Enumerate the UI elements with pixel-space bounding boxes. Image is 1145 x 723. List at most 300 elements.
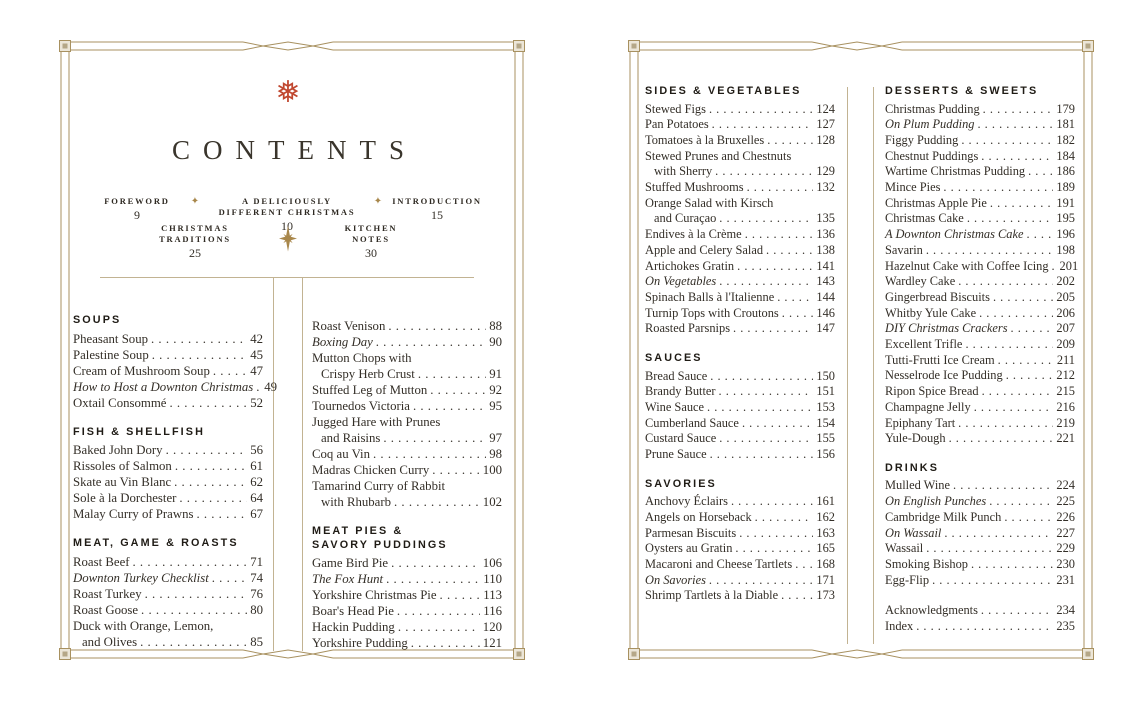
toc-entry-title: Custard Sauce — [645, 431, 717, 446]
toc-page-number: 198 — [1056, 242, 1075, 257]
front-matter-label: A DELICIOUSLY — [242, 196, 332, 206]
toc-page-number: 92 — [489, 383, 502, 397]
toc-entry-title: Stewed Figs — [645, 101, 706, 116]
toc-entry — [312, 382, 502, 398]
dot-leader — [1024, 227, 1054, 243]
toc-page-number: 209 — [1056, 337, 1075, 352]
toc-entry — [73, 347, 263, 363]
toc-page-number: 162 — [816, 509, 835, 524]
toc-entry-title: Excellent Trifle — [885, 337, 963, 352]
dot-leader — [388, 555, 480, 571]
toc-entry-title: Pan Potatoes — [645, 117, 709, 132]
toc-page-number: 132 — [816, 180, 835, 195]
dot-leader — [728, 494, 813, 510]
dot-leader — [990, 290, 1053, 306]
toc-page-number: 189 — [1056, 180, 1075, 195]
dot-leader — [716, 384, 814, 400]
toc-entry-title: Bread Sauce — [645, 368, 708, 383]
toc-entry — [73, 474, 263, 490]
toc-entry — [885, 274, 1075, 290]
toc-page-number: 155 — [816, 431, 835, 446]
toc-entry — [312, 334, 502, 350]
toc-entry-title: Mulled Wine — [885, 478, 951, 493]
four-point-star-icon: ✦ — [190, 196, 200, 207]
toc-entry — [645, 196, 835, 212]
toc-section — [73, 314, 278, 411]
dot-leader — [415, 366, 486, 382]
toc-page-number: 205 — [1056, 289, 1075, 304]
toc-entry — [885, 227, 1075, 243]
dot-leader — [706, 102, 813, 118]
toc-entry-title: Artichokes Gratin — [645, 258, 735, 273]
toc-page-number: 168 — [816, 557, 835, 572]
front-matter-page-number: 9 — [134, 208, 140, 222]
dot-leader — [980, 102, 1054, 118]
toc-entry — [73, 554, 263, 570]
toc-entry — [885, 384, 1075, 400]
dot-leader — [744, 180, 814, 196]
dot-leader — [1049, 259, 1057, 275]
toc-entry — [645, 447, 835, 463]
toc-entry — [645, 164, 835, 180]
dot-leader — [792, 557, 813, 573]
toc-entry-title: Macaroni and Cheese Tartlets — [645, 557, 793, 572]
toc-entry-title: Wartime Christmas Pudding — [885, 164, 1026, 179]
dot-leader — [958, 133, 1053, 149]
toc-entry-title: Roast Beef — [73, 554, 130, 569]
section-heading: DRINKS — [885, 461, 939, 474]
toc-section — [645, 478, 835, 604]
toc-page-number: 49 — [264, 379, 278, 394]
toc-entry — [312, 571, 502, 587]
dot-leader — [373, 334, 486, 350]
dot-leader — [730, 321, 813, 337]
column-divider-line — [302, 277, 303, 651]
toc-entry-title: Madras Chicken Curry — [312, 463, 430, 477]
toc-entry — [312, 414, 502, 430]
dot-leader — [716, 431, 813, 447]
toc-page-number: 235 — [1056, 619, 1075, 634]
dot-leader — [716, 274, 813, 290]
toc-page-number: 116 — [483, 604, 502, 618]
toc-entry — [73, 586, 263, 602]
toc-entry — [885, 337, 1075, 353]
toc-entry-title: Christmas Cake — [885, 211, 964, 226]
toc-entry — [312, 555, 502, 571]
toc-page-number: 85 — [250, 634, 263, 649]
toc-entry-title: Orange Salad with Kirsch — [645, 195, 774, 210]
toc-page-number: 163 — [816, 525, 835, 540]
section-heading: SOUPS — [73, 314, 122, 326]
front-matter-item — [159, 223, 231, 260]
dot-leader — [923, 541, 1053, 557]
toc-entry — [885, 431, 1075, 447]
dot-leader — [979, 384, 1054, 400]
dot-leader — [395, 619, 480, 635]
toc-entry — [73, 570, 263, 586]
dot-leader — [955, 416, 1053, 432]
toc-page-number: 227 — [1056, 525, 1075, 540]
toc-page-number: 106 — [482, 556, 502, 570]
toc-entry-title: A Downton Christmas Cake — [885, 227, 1024, 242]
toc-entry — [73, 458, 263, 474]
dot-leader — [763, 243, 813, 259]
dot-leader — [955, 274, 1053, 290]
toc-entry-title: Acknowledgments — [885, 603, 978, 618]
toc-entry — [885, 149, 1075, 165]
dot-leader — [986, 494, 1053, 510]
toc-entry-title: Boxing Day — [312, 335, 373, 349]
toc-column — [645, 85, 835, 604]
front-matter-page-number: 10 — [281, 219, 293, 233]
toc-entry — [645, 431, 835, 447]
front-matter-page-number: 30 — [365, 246, 377, 260]
toc-entry — [645, 290, 835, 306]
toc-page-number: 129 — [816, 164, 835, 179]
dot-leader — [383, 571, 480, 587]
toc-entry — [885, 306, 1075, 322]
toc-entry — [312, 446, 502, 462]
toc-entry-title: Coq au Vin — [312, 447, 371, 461]
toc-entry-title: with Sherry — [654, 164, 713, 179]
dot-leader — [385, 318, 486, 334]
column-divider-line — [847, 87, 848, 644]
toc-page-number: 62 — [250, 475, 263, 489]
toc-entry — [645, 588, 835, 604]
toc-entry-title: Palestine Soup — [73, 347, 149, 362]
toc-page-number: 219 — [1056, 415, 1075, 430]
dot-leader — [913, 619, 1053, 635]
toc-entry — [885, 557, 1075, 573]
toc-page-number: 141 — [816, 258, 835, 273]
toc-entry-title: Skate au Vin Blanc — [73, 475, 172, 489]
toc-entry — [645, 243, 835, 259]
toc-page-number: 88 — [489, 319, 502, 333]
toc-page-number: 128 — [816, 132, 835, 147]
toc-page-number: 196 — [1056, 227, 1075, 242]
dot-leader — [968, 557, 1053, 573]
dot-leader — [976, 306, 1053, 322]
dot-leader — [742, 227, 814, 243]
toc-entry-title: Stewed Prunes and Chestnuts — [645, 148, 792, 163]
dot-leader — [707, 369, 813, 385]
toc-entry-title: Sole à la Dorchester — [73, 491, 177, 505]
toc-entry — [885, 258, 1079, 275]
toc-entry-title: Tomatoes à la Bruxelles — [645, 132, 765, 147]
toc-page-number: 52 — [250, 395, 263, 410]
dot-leader — [995, 353, 1054, 369]
dot-leader — [130, 554, 248, 570]
toc-entry-title: Savarin — [885, 242, 923, 257]
toc-entry — [312, 366, 502, 382]
toc-entry — [885, 211, 1075, 227]
toc-entry — [645, 274, 835, 290]
toc-page-number: 156 — [816, 447, 835, 462]
dot-leader — [380, 430, 486, 446]
dot-leader — [704, 400, 813, 416]
front-matter-label: CHRISTMAS — [161, 223, 229, 233]
front-matter-item — [345, 223, 398, 260]
toc-page-number: 71 — [250, 554, 263, 569]
toc-entry — [885, 102, 1075, 118]
dot-leader — [736, 526, 813, 542]
toc-page-number: 146 — [816, 305, 835, 320]
toc-entry-title: Roast Venison — [312, 319, 386, 333]
dot-leader — [774, 290, 813, 306]
toc-entry-title: Ripon Spice Bread — [885, 384, 979, 399]
toc-page-number: 110 — [483, 572, 502, 586]
toc-entry — [73, 363, 263, 379]
toc-entry — [885, 243, 1075, 259]
toc-entry — [645, 526, 835, 542]
toc-page-number: 120 — [482, 620, 502, 634]
toc-entry — [312, 478, 502, 494]
toc-section — [312, 318, 502, 510]
toc-page-number: 229 — [1056, 541, 1075, 556]
toc-page-number: 202 — [1056, 274, 1075, 289]
toc-entry-title: Chestnut Puddings — [885, 148, 979, 163]
toc-page-number: 224 — [1056, 478, 1075, 493]
toc-entry-title: Christmas Pudding — [885, 101, 980, 116]
dot-leader — [163, 442, 248, 458]
front-matter-page-number: 25 — [188, 246, 201, 260]
left-page — [47, 30, 529, 670]
dot-leader — [193, 506, 247, 522]
toc-entry-title: Wardley Cake — [885, 274, 956, 289]
front-matter-label: DIFFERENT CHRISTMAS — [218, 207, 356, 217]
toc-entry-title: Yorkshire Pudding — [312, 636, 408, 650]
toc-page-number: 161 — [816, 494, 835, 509]
toc-entry-title: On Vegetables — [645, 274, 717, 289]
dot-leader — [978, 149, 1053, 165]
toc-page-number: 47 — [250, 363, 263, 378]
toc-page-number: 136 — [816, 227, 835, 242]
dot-leader — [929, 573, 1053, 589]
dot-leader — [709, 117, 814, 133]
toc-page-number: 165 — [816, 541, 835, 556]
toc-page-number: 182 — [1056, 132, 1075, 147]
toc-page-number: 212 — [1056, 368, 1075, 383]
toc-page-number: 100 — [482, 463, 502, 477]
toc-column — [73, 314, 278, 650]
dot-leader — [706, 573, 813, 589]
toc-entry-title: Yorkshire Christmas Pie — [312, 588, 437, 602]
toc-page-number: 124 — [816, 101, 835, 116]
toc-section — [885, 462, 1075, 588]
dot-leader — [734, 259, 813, 275]
toc-entry-title: Hackin Pudding — [312, 620, 395, 634]
toc-entry-title: and Curaçao — [654, 211, 717, 226]
toc-entry — [73, 618, 263, 634]
toc-entry — [885, 290, 1075, 306]
dot-leader — [391, 494, 480, 510]
toc-entry — [885, 619, 1075, 635]
toc-entry — [885, 603, 1075, 619]
dot-leader — [940, 180, 1053, 196]
toc-entry-title: The Fox Hunt — [312, 572, 384, 586]
toc-entry-title: Egg-Flip — [885, 572, 930, 587]
toc-entry-title: Brandy Butter — [645, 384, 716, 399]
toc-page-number: 144 — [816, 289, 835, 304]
toc-page-number: 215 — [1056, 384, 1075, 399]
toc-page-number: 45 — [250, 347, 263, 362]
toc-entry-title: Nesselrode Ice Pudding — [885, 368, 1003, 383]
toc-entry-title: Cumberland Sauce — [645, 415, 739, 430]
toc-page-number: 226 — [1056, 509, 1075, 524]
section-heading: DESSERTS & SWEETS — [885, 85, 1039, 97]
toc-column — [885, 85, 1079, 635]
toc-entry-title: Christmas Apple Pie — [885, 195, 987, 210]
toc-entry — [645, 510, 835, 526]
toc-entry — [73, 331, 263, 347]
toc-entry — [645, 541, 835, 557]
toc-page-number: 56 — [250, 443, 263, 457]
toc-entry — [645, 259, 835, 275]
toc-entry-title: Roasted Parsnips — [645, 321, 731, 336]
toc-page-number: 231 — [1056, 572, 1075, 587]
toc-entry-title: How to Host a Downton Christmas — [73, 379, 254, 394]
toc-entry — [885, 196, 1075, 212]
toc-entry-title: On English Punches — [885, 494, 987, 509]
dot-leader — [1003, 368, 1054, 384]
toc-entry-title: Figgy Pudding — [885, 132, 959, 147]
front-matter-item — [392, 196, 482, 222]
toc-entry — [885, 400, 1075, 416]
toc-page-number: 121 — [482, 636, 502, 650]
dot-leader — [437, 587, 481, 603]
page-title: CONTENTS — [172, 135, 417, 165]
toc-entry-title: Game Bird Pie — [312, 556, 389, 570]
toc-entry — [73, 602, 263, 618]
dot-leader — [764, 133, 813, 149]
toc-page-number: 201 — [1059, 258, 1079, 273]
toc-entry — [885, 573, 1075, 589]
dot-leader — [149, 347, 247, 363]
toc-entry — [885, 510, 1075, 526]
dot-leader — [974, 117, 1053, 133]
front-matter-page-number: 15 — [430, 208, 443, 222]
toc-entry — [885, 541, 1075, 557]
toc-page-number: 221 — [1056, 431, 1075, 446]
toc-page-number: 216 — [1056, 399, 1075, 414]
front-matter-label: TRADITIONS — [159, 234, 231, 244]
toc-entry — [73, 506, 263, 522]
dot-leader — [210, 363, 247, 379]
toc-section — [73, 537, 263, 650]
toc-entry — [885, 133, 1075, 149]
toc-page-number: 171 — [816, 572, 835, 587]
toc-entry-title: Champagne Jelly — [885, 399, 971, 414]
dot-leader — [739, 416, 813, 432]
dot-leader — [752, 510, 814, 526]
toc-entry-title: Smoking Bishop — [885, 556, 968, 571]
dot-leader — [166, 395, 247, 411]
dot-leader — [1008, 321, 1054, 337]
toc-entry — [645, 227, 835, 243]
toc-entry — [885, 416, 1075, 432]
section-heading: SAVORIES — [645, 477, 717, 490]
toc-entry-title: Mutton Chops with — [312, 351, 412, 365]
toc-entry — [885, 478, 1075, 494]
eight-point-star-icon — [278, 225, 298, 252]
toc-section — [645, 352, 835, 463]
toc-entry-title: Yule-Dough — [885, 431, 946, 446]
toc-entry-title: Stuffed Leg of Mutton — [312, 383, 428, 397]
toc-section — [885, 85, 1079, 447]
toc-entry-title: Turnip Tops with Croutons — [645, 305, 779, 320]
toc-entry — [645, 102, 835, 118]
toc-entry — [645, 149, 835, 165]
toc-entry-title: Roast Turkey — [73, 586, 142, 601]
toc-page-number: 91 — [489, 367, 502, 381]
toc-page-number: 186 — [1056, 164, 1075, 179]
toc-entry — [645, 573, 835, 589]
toc-entry — [645, 369, 835, 385]
toc-page-number: 90 — [489, 335, 502, 349]
dot-leader — [172, 458, 247, 474]
dot-leader — [176, 490, 247, 506]
toc-entry-title: Hazelnut Cake with Coffee Icing — [885, 258, 1049, 273]
toc-entry — [312, 430, 502, 446]
front-matter-item — [104, 196, 169, 222]
toc-entry-title: Cambridge Milk Punch — [885, 509, 1002, 524]
toc-entry-title: Parmesan Biscuits — [645, 525, 737, 540]
dot-leader — [1001, 510, 1053, 526]
dot-leader — [137, 634, 247, 650]
dot-leader — [712, 164, 813, 180]
dot-leader — [253, 379, 261, 395]
toc-page-number: 211 — [1056, 352, 1075, 367]
toc-section — [645, 85, 835, 337]
toc-entry-title: Shrimp Tartlets à la Diable — [645, 588, 779, 603]
toc-entry — [645, 211, 835, 227]
dot-leader — [941, 526, 1053, 542]
toc-entry-title: Mince Pies — [885, 180, 941, 195]
toc-entry-title: Oxtail Consommé — [73, 395, 167, 410]
toc-page-number: 95 — [489, 399, 502, 413]
dot-leader — [142, 586, 248, 602]
toc-entry — [645, 557, 835, 573]
front-matter-label: FOREWORD — [104, 196, 170, 206]
toc-entry-title: On Savories — [645, 572, 706, 587]
toc-column — [312, 318, 502, 651]
toc-entry — [645, 400, 835, 416]
toc-entry — [312, 603, 502, 619]
dot-leader — [950, 478, 1053, 494]
toc-entry-title: On Plum Pudding — [885, 117, 975, 132]
toc-page-number: 76 — [250, 586, 263, 601]
toc-section — [885, 603, 1075, 634]
dot-leader — [971, 400, 1054, 416]
toc-entry — [73, 379, 278, 395]
toc-entry — [645, 117, 835, 133]
toc-entry — [312, 635, 502, 651]
dot-leader — [779, 306, 814, 322]
toc-entry-title: with Rhubarb — [321, 495, 392, 509]
dot-leader — [429, 462, 480, 478]
toc-entry-title: Spinach Balls à l'Italienne — [645, 289, 775, 304]
toc-entry — [645, 384, 835, 400]
toc-entry-title: Stuffed Mushrooms — [645, 180, 744, 195]
toc-entry-title: Crispy Herb Crust — [321, 367, 415, 381]
toc-page-number: 113 — [483, 588, 502, 602]
toc-entry — [73, 395, 263, 411]
toc-entry-title: Baked John Dory — [73, 443, 163, 457]
toc-page-number: 179 — [1056, 101, 1075, 116]
toc-entry-title: Oysters au Gratin — [645, 541, 733, 556]
toc-page-number: 74 — [250, 570, 263, 585]
toc-page-number: 191 — [1056, 195, 1075, 210]
